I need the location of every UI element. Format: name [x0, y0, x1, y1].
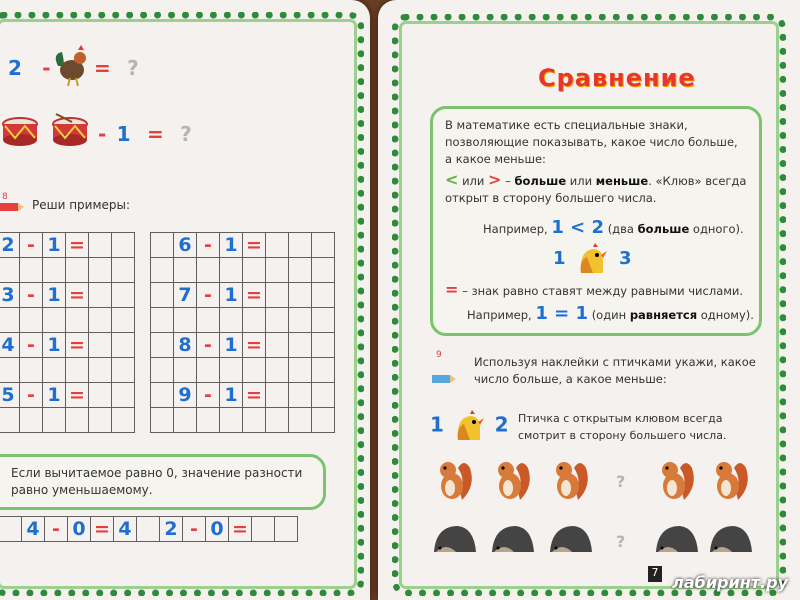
grid-cell — [89, 308, 112, 333]
grid-row — [0, 308, 135, 333]
comparison-rule-box — [430, 106, 762, 336]
grid-cell: 1 — [43, 383, 66, 408]
grid-cell: = — [66, 283, 89, 308]
grid-cell — [243, 308, 266, 333]
example-1 — [483, 219, 744, 238]
grid-cell — [312, 333, 335, 358]
rooster-icon — [50, 44, 92, 88]
expr1-number: 2 — [8, 56, 22, 80]
grid-cell — [266, 333, 289, 358]
squirrel-icon — [432, 456, 478, 502]
grid-cell — [197, 408, 220, 433]
greater-sign: > — [488, 170, 502, 189]
grid-cell — [20, 408, 43, 433]
grid-cell — [197, 358, 220, 383]
grid-cell — [289, 358, 312, 383]
grid-cell — [151, 408, 174, 433]
grid-cell: 1 — [43, 333, 66, 358]
task-9-text: Используя наклейки с птичками укажи, какое число больше, а какое меньше: — [474, 355, 756, 386]
example-1-expression: 1 < 2 — [551, 217, 605, 238]
expr2-number: 1 — [116, 122, 131, 146]
grid-cell: = — [243, 333, 266, 358]
grid-cell — [289, 408, 312, 433]
task-9-number: 9 — [436, 350, 442, 360]
grid-cell — [151, 258, 174, 283]
expr2-minus: - — [98, 122, 107, 146]
grid-cell — [0, 408, 20, 433]
grid-cell: 4 — [0, 333, 20, 358]
cell-eq: = — [91, 517, 114, 542]
grid-cell — [174, 408, 197, 433]
grid-cell: = — [243, 283, 266, 308]
grid-cell — [0, 258, 20, 283]
watermark: лабиринт.ру — [672, 573, 788, 592]
grid-cell — [112, 233, 135, 258]
grid-left — [0, 232, 135, 433]
bird-icon — [454, 410, 484, 442]
grid-cell — [89, 383, 112, 408]
bird-icon — [577, 243, 607, 275]
grid-cell — [89, 333, 112, 358]
grid-cell — [289, 308, 312, 333]
grid-cell — [220, 408, 243, 433]
cell-a: 4 — [22, 517, 45, 542]
grid-row — [151, 283, 335, 308]
grid-cell — [151, 333, 174, 358]
grid-cell — [112, 408, 135, 433]
page-title: Сравнение — [538, 64, 696, 92]
grid-cell — [89, 258, 112, 283]
grid-cell — [312, 233, 335, 258]
expr2-equals: = — [146, 122, 164, 146]
grid-cell — [151, 383, 174, 408]
bottom-row-grid — [0, 516, 298, 542]
grid-cell — [289, 383, 312, 408]
grid-cell — [243, 408, 266, 433]
grid-row — [0, 358, 135, 383]
bird-example-left-number: 1 — [430, 412, 444, 437]
grid-cell — [266, 283, 289, 308]
grid-row — [0, 383, 135, 408]
grid-cell — [112, 308, 135, 333]
grid-cell — [289, 258, 312, 283]
grid-cell — [312, 383, 335, 408]
hedgehog-icon — [490, 522, 536, 556]
hedgehog-icon — [432, 522, 478, 556]
grid-cell — [112, 358, 135, 383]
grid-cell — [66, 408, 89, 433]
grid-cell — [266, 233, 289, 258]
grid-cell — [20, 358, 43, 383]
bird-example — [430, 410, 509, 442]
grid-cell — [220, 258, 243, 283]
expr1-minus: - — [42, 56, 51, 80]
cell-a: 2 — [160, 517, 183, 542]
grid-cell — [289, 233, 312, 258]
grid-cell — [43, 408, 66, 433]
pencil-icon — [0, 202, 24, 212]
grid-cell: = — [243, 383, 266, 408]
grid-cell: - — [20, 333, 43, 358]
grid-row — [151, 383, 335, 408]
expr1-question: ? — [127, 56, 139, 80]
top-expression-1 — [8, 56, 51, 80]
bird-left-number: 1 — [553, 248, 566, 269]
example-2-paren-close: одному). — [700, 308, 754, 322]
squirrel-icon — [490, 456, 536, 502]
example-1-prefix: Например, — [483, 222, 548, 236]
grid-cell — [151, 308, 174, 333]
grid-cell: = — [66, 233, 89, 258]
equal-paragraph — [445, 281, 743, 300]
grid-cell — [243, 258, 266, 283]
example-2-prefix: Например, — [467, 308, 532, 322]
grid-cell: - — [20, 383, 43, 408]
grid-cell: - — [197, 383, 220, 408]
grid-cell: 1 — [220, 333, 243, 358]
rule-text: Если вычитаемое равно 0, значение разности равно уменьшаемому. — [11, 466, 303, 497]
example-1-paren-open: (два — [607, 222, 634, 236]
grid-cell: = — [66, 383, 89, 408]
example-1-paren-close: одного). — [692, 222, 744, 236]
grid-row — [0, 258, 135, 283]
grid-cell — [20, 308, 43, 333]
ili-word: или — [569, 174, 593, 188]
cell-op: - — [45, 517, 68, 542]
equal-text: – знак равно ставят между равными числами. — [462, 284, 744, 298]
grid-cell — [312, 408, 335, 433]
example-1-bold: больше — [637, 222, 690, 236]
squirrel-row — [432, 456, 772, 502]
cell-b: 0 — [68, 517, 91, 542]
squirrel-icon — [548, 456, 594, 502]
example-2-paren-open: (один — [591, 308, 627, 322]
bird-comparison — [553, 243, 632, 275]
grid-cell — [151, 358, 174, 383]
grid-row — [0, 408, 135, 433]
grid-cell — [20, 258, 43, 283]
cell-op: - — [183, 517, 206, 542]
grid-cell: - — [20, 283, 43, 308]
grid-row — [151, 258, 335, 283]
right-page — [378, 0, 800, 600]
bird-example-right-number: 2 — [494, 412, 509, 437]
grid-cell — [197, 308, 220, 333]
grid-cell: = — [66, 333, 89, 358]
bird-right-number: 3 — [619, 248, 632, 269]
bird-note: Птичка с открытым клювом всегда смотрит в сторону большего числа. — [518, 412, 727, 442]
drum-icon — [50, 110, 90, 148]
hedgehog-icon — [654, 522, 700, 556]
grid-cell: 7 — [174, 283, 197, 308]
question-mark: ? — [616, 532, 626, 551]
grid-cell — [174, 358, 197, 383]
grid-row — [0, 333, 135, 358]
grid-cell — [43, 258, 66, 283]
klyuv-text: . «Клюв» всегда открыт в сторону большего числа. — [445, 174, 747, 205]
grid-row — [151, 308, 335, 333]
grid-cell: 1 — [220, 383, 243, 408]
grid-row — [151, 233, 335, 258]
grid-cell — [112, 283, 135, 308]
grid-cell — [89, 408, 112, 433]
grid-cell — [289, 283, 312, 308]
grid-cell — [312, 358, 335, 383]
bolshe-word: больше — [514, 174, 567, 188]
example-2-expression: 1 = 1 — [535, 303, 589, 324]
grid-cell — [0, 358, 20, 383]
grid-cell: 1 — [220, 283, 243, 308]
task-8-number: 8 — [2, 192, 8, 202]
question-mark: ? — [616, 472, 626, 491]
drum-icon — [0, 110, 40, 148]
task-8-label: Реши примеры: — [32, 198, 131, 212]
grid-cell: - — [197, 283, 220, 308]
menshe-word: меньше — [595, 174, 649, 188]
grid-cell — [266, 358, 289, 383]
grid-cell — [89, 283, 112, 308]
grid-right — [150, 232, 335, 433]
grid-row — [151, 408, 335, 433]
cell-result: 4 — [114, 517, 137, 542]
hedgehog-icon — [708, 522, 754, 556]
intro-text: В математике есть специальные знаки, позволяющие показывать, какое число больше, а какое меньше: — [445, 118, 738, 166]
grid-cell — [112, 383, 135, 408]
grid-cell: 9 — [174, 383, 197, 408]
grid-cell: - — [197, 233, 220, 258]
hedgehog-icon — [548, 522, 594, 556]
expr1-result — [94, 56, 139, 80]
grid-cell: 1 — [220, 233, 243, 258]
grid-cell — [220, 358, 243, 383]
grid-cell — [43, 308, 66, 333]
grid-cell — [66, 308, 89, 333]
rule-box — [0, 454, 326, 510]
grid-cell — [112, 258, 135, 283]
grid-cell — [174, 308, 197, 333]
less-sign: < — [445, 170, 459, 189]
squirrel-icon — [708, 456, 754, 502]
grid-cell — [66, 258, 89, 283]
example-2 — [467, 305, 754, 324]
grid-cell — [151, 233, 174, 258]
grid-cell: 1 — [43, 283, 66, 308]
left-page — [0, 0, 370, 600]
grid-row — [151, 358, 335, 383]
grid-cell — [89, 233, 112, 258]
expr2-question: ? — [180, 122, 192, 146]
grid-row — [151, 333, 335, 358]
grid-row — [0, 283, 135, 308]
grid-cell — [266, 383, 289, 408]
grid-cell — [312, 258, 335, 283]
grid-cell: - — [197, 333, 220, 358]
grid-cell — [151, 283, 174, 308]
equal-sign: = — [445, 280, 459, 299]
top-expression-2 — [98, 122, 192, 146]
grid-cell — [197, 258, 220, 283]
grid-cell: 3 — [0, 283, 20, 308]
grid-cell: = — [243, 233, 266, 258]
grid-cell — [289, 333, 312, 358]
grid-cell — [266, 408, 289, 433]
grid-cell — [89, 358, 112, 383]
grid-cell — [266, 308, 289, 333]
grid-cell: 5 — [0, 383, 20, 408]
grid-cell — [312, 308, 335, 333]
cell-eq: = — [229, 517, 252, 542]
grid-cell — [243, 358, 266, 383]
expr1-equals: = — [94, 56, 111, 80]
grid-cell — [312, 283, 335, 308]
grid-cell — [0, 308, 20, 333]
grid-cell — [112, 333, 135, 358]
hedgehog-row — [432, 522, 772, 562]
grid-cell: 1 — [43, 233, 66, 258]
or-word: или — [462, 174, 485, 188]
cell-b: 0 — [206, 517, 229, 542]
grid-cell — [266, 258, 289, 283]
grid-cell: 6 — [174, 233, 197, 258]
squirrel-icon — [654, 456, 700, 502]
grid-cell: - — [20, 233, 43, 258]
grid-cell — [174, 258, 197, 283]
grid-cell: 2 — [0, 233, 20, 258]
example-2-bold: равняется — [629, 308, 698, 322]
grid-cell — [66, 358, 89, 383]
grid-row — [0, 233, 135, 258]
signs-paragraph — [445, 171, 750, 207]
dash: – — [505, 174, 511, 188]
page-number: 7 — [648, 566, 662, 582]
grid-cell — [43, 358, 66, 383]
pencil-icon — [432, 374, 456, 384]
grid-cell — [220, 308, 243, 333]
grid-cell: 8 — [174, 333, 197, 358]
